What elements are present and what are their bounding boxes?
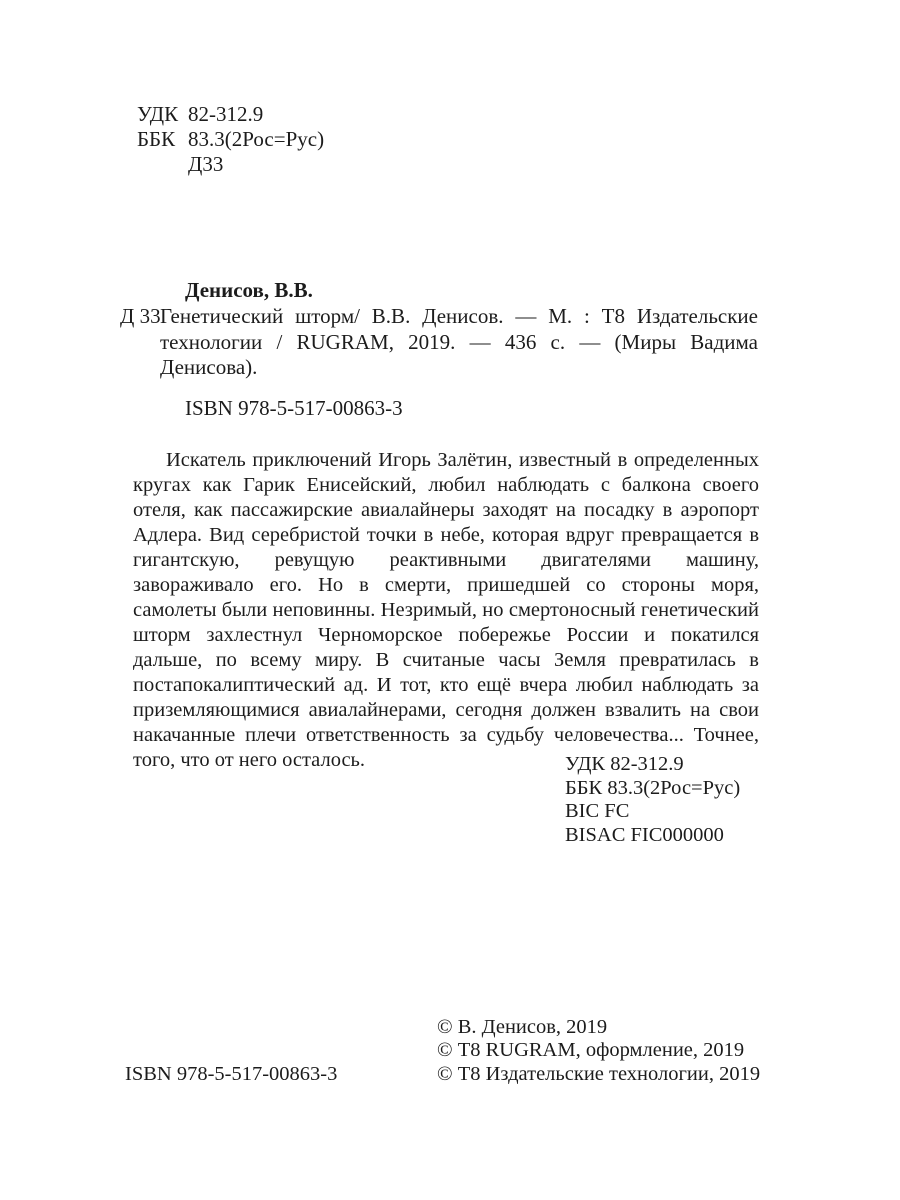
bbk-row bbox=[137, 127, 324, 152]
udk-value: 82-312.9 bbox=[188, 102, 264, 126]
top-classification-block bbox=[137, 102, 324, 177]
udk-row bbox=[137, 102, 324, 127]
copyright-design-line: © Т8 RUGRAM, оформление, 2019 bbox=[437, 1039, 745, 1062]
copyright-author-line: © В. Денисов, 2019 bbox=[437, 1016, 608, 1038]
copyright-publisher-line: © Т8 Издательские технологии, 2019 bbox=[437, 1062, 761, 1085]
catalog-entry bbox=[120, 304, 760, 381]
copyright-block bbox=[437, 1016, 760, 1086]
bbk-label: ББК bbox=[137, 127, 176, 151]
catalog-entry-text: Генетический шторм/ В.В. Денисов. — М. : Т8 Издательские технологии / RUGRAM, 2019. — 436 с. — (Миры Вадима Денисова). bbox=[160, 304, 758, 379]
catalog-entry-code: Д 33 bbox=[120, 304, 161, 328]
annotation-paragraph: Искатель приключений Игорь Залётин, известный в определенных кругах как Гарик Енисейский, любил наблюдать с балкона своего отеля, как пассажирские авиалайнеры заходят на посадку в аэропорт Адлера. Вид серебристой точки в небе, которая вдруг превращается в гигантскую, ревущую реактивными двигателями машину, завораживало его. Но в смерти, пришедшей со стороны моря, самолеты были неповинны. Незримый, но смертоносный генетический шторм захлестнул Черноморское побережье России и покатился дальше, по всему миру. В считаные часы Земля превратилась в постапокалиптический ад. И тот, кто ещё вчера любил наблюдать за приземляющимися авиалайнерами, сегодня должен взвалить на свои накачанные плечи ответственность за судьбу человечества... Точнее, того, что от него осталось. bbox=[133, 449, 759, 771]
bbk-value: 83.3(2Рос=Рус) bbox=[188, 127, 325, 151]
author-code-value: Д33 bbox=[188, 152, 224, 176]
isbn-line: ISBN 978-5-517-00863-3 bbox=[185, 396, 403, 420]
bisac-line: BISAC FIC000000 bbox=[565, 823, 724, 846]
bottom-udk-line: УДК 82-312.9 bbox=[565, 753, 684, 775]
author-code-spacer bbox=[137, 152, 188, 177]
bottom-classification-block bbox=[565, 753, 740, 847]
udk-label: УДК bbox=[137, 102, 179, 126]
bottom-bbk-line: ББК 83.3(2Рос=Рус) bbox=[565, 776, 741, 799]
catalog-author: Денисов, В.В. bbox=[185, 278, 313, 302]
isbn-footer: ISBN 978-5-517-00863-3 bbox=[125, 1063, 338, 1085]
bic-line: BIC FC bbox=[565, 800, 630, 822]
author-code-row bbox=[137, 152, 324, 177]
